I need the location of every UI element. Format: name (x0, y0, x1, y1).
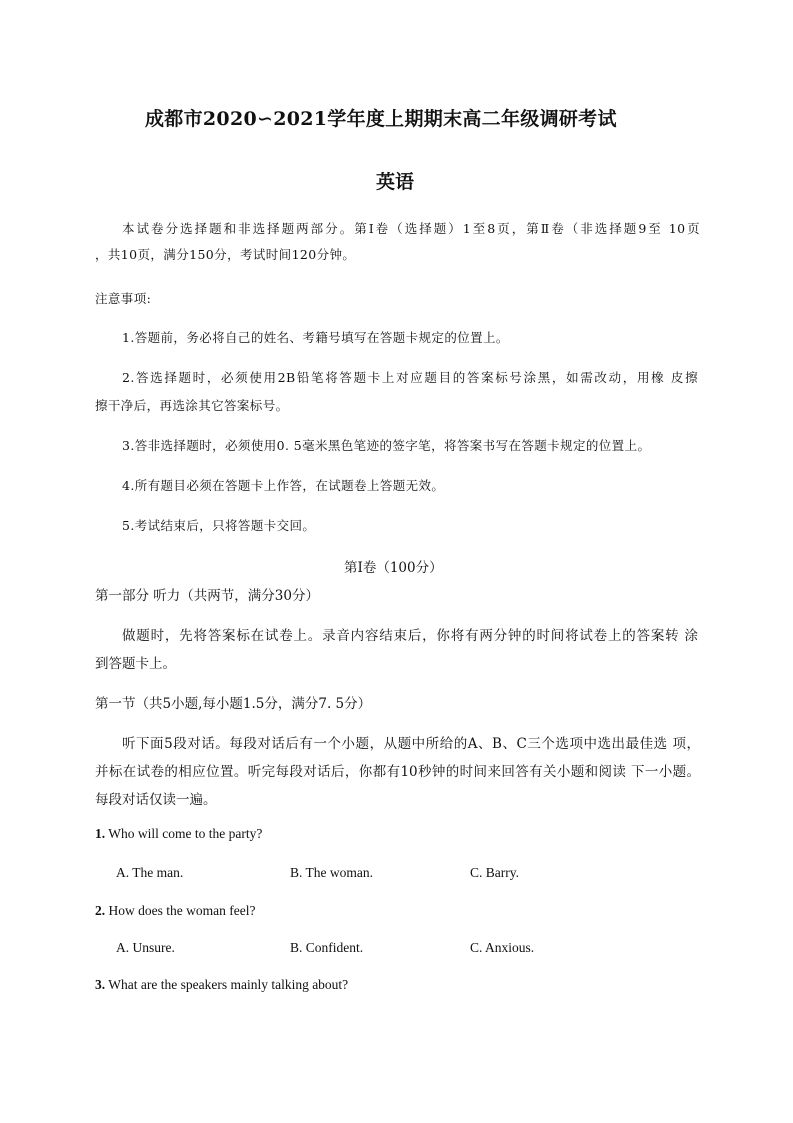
intro-line-2: ，共10页，满分150分，考试时间120分钟。 (95, 247, 356, 262)
question-1-option-c: C. Barry. (470, 865, 519, 880)
notes-item-2-line-1: 2.答选择题时，必须使用2B铅笔将答题卡上对应题目的答案标号涂黑，如需改动，用橡 皮擦 (122, 370, 698, 385)
question-3 (95, 977, 348, 993)
question-2-option-b: B. Confident. (290, 940, 364, 955)
notes-heading: 注意事项: (95, 291, 152, 306)
question-1-option-a: A. The man. (116, 865, 184, 880)
directions-line-3: 每段对话仅读一遍。 (95, 792, 217, 808)
question-text: Who will come to the party? (108, 826, 263, 841)
volume-title: 第I卷（100分） (344, 560, 443, 576)
notes-item-1: 1.答题前，务必将自己的姓名、考籍号填写在答题卡规定的位置上。 (122, 330, 509, 345)
question-number: 2. (95, 903, 106, 918)
instruction-line-2: 到答题卡上。 (95, 656, 176, 672)
question-2 (95, 903, 255, 919)
question-2-option-a: A. Unsure. (116, 940, 175, 955)
subject-title: 英语 (376, 171, 415, 193)
notes-item-4: 4.所有题目必须在答题卡上作答，在试题卷上答题无效。 (122, 478, 445, 493)
question-1-option-b: B. The woman. (290, 865, 373, 880)
exam-title: 成都市2020∽2021学年度上期期末高二年级调研考试 (145, 108, 617, 130)
directions-line-1: 听下面5段对话。每段对话后有一个小题，从题中所给的A、B、C三个选项中选出最佳选 项， (122, 736, 700, 752)
subsection-title: 第一节（共5小题,每小题1.5分，满分7. 5分） (95, 696, 372, 712)
question-2-option-c: C. Anxious. (470, 940, 535, 955)
notes-item-3: 3.答非选择题时，必须使用0. 5毫米黑色笔迹的签字笔，将答案书写在答题卡规定的位置上。 (122, 438, 651, 453)
question-text: How does the woman feel? (108, 903, 256, 918)
question-text: What are the speakers mainly talking about? (108, 977, 349, 992)
part-title: 第一部分 听力（共两节，满分30分） (95, 588, 319, 604)
question-number: 1. (95, 826, 106, 841)
directions-line-2: 并标在试卷的相应位置。听完每段对话后，你都有10秒钟的时间来回答有关小题和阅读 下一小题。 (95, 764, 700, 780)
notes-item-5: 5.考试结束后，只将答题卡交回。 (122, 518, 316, 533)
instruction-line-1: 做题时，先将答案标在试卷上。录音内容结束后，你将有两分钟的时间将试卷上的答案转 涂 (122, 628, 698, 644)
notes-item-2-line-2: 擦干净后，再选涂其它答案标号。 (95, 398, 289, 413)
question-number: 3. (95, 977, 106, 992)
intro-line-1: 本试卷分选择题和非选择题两部分。第Ⅰ卷（选择题）1至8页，第Ⅱ卷（非选择题9至 10页 (122, 221, 700, 236)
question-1 (95, 826, 262, 842)
